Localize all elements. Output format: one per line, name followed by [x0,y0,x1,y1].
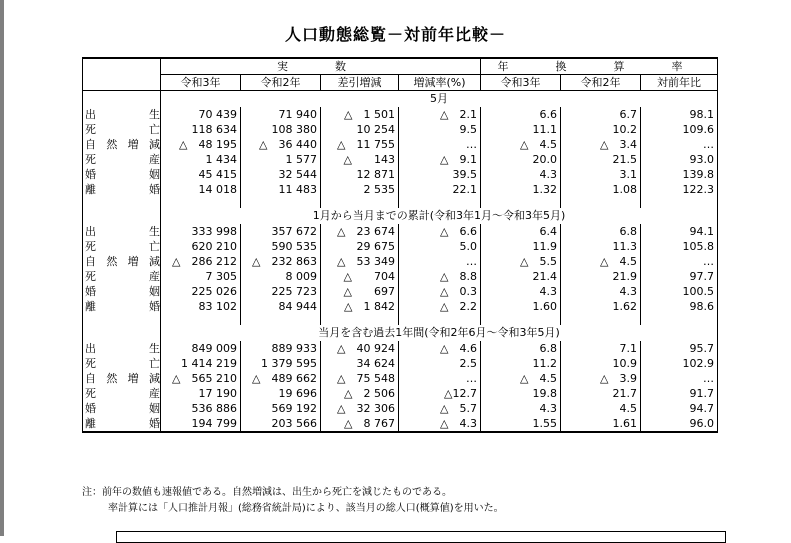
table-row [83,386,718,401]
table-cell: 21.7 [561,386,641,401]
table-cell: 6.8 [561,224,641,239]
table-cell: 19 696 [241,386,321,401]
table-cell: △ 3.4 [561,137,641,152]
spacer-cell [561,197,641,208]
row-label: 出生 [83,341,161,356]
table-cell: 118 634 [161,122,241,137]
table-row [83,254,718,269]
spacer-cell [561,314,641,325]
table-cell: △ 2 506 [321,386,399,401]
table-cell: 32 544 [241,167,321,182]
table-cell: △ 232 863 [241,254,321,269]
table-cell: 536 886 [161,401,241,416]
table-row [83,299,718,314]
row-label: 婚姻 [83,401,161,416]
table-cell: △ 489 662 [241,371,321,386]
table-cell: … [399,371,481,386]
table-cell: △ 48 195 [161,137,241,152]
table-cell: 94.1 [641,224,718,239]
table-cell: △ 2.1 [399,107,481,122]
table-cell: △ 23 674 [321,224,399,239]
col-header: 令和2年 [561,75,641,91]
row-label: 自然増減 [83,371,161,386]
col-header: 増減率(%) [399,75,481,91]
table-cell: 39.5 [399,167,481,182]
col-header: 令和3年 [161,75,241,91]
table-cell: 96.0 [641,416,718,432]
table-cell: 14 018 [161,182,241,197]
table-cell: … [641,254,718,269]
spacer-cell [399,197,481,208]
table-cell: 11.2 [481,356,561,371]
vital-statistics-table [82,57,718,433]
table-cell: 6.7 [561,107,641,122]
table-cell: 333 998 [161,224,241,239]
table-cell: △ 143 [321,152,399,167]
next-table-edge [116,531,726,543]
table-cell: △ 4.3 [399,416,481,432]
table-cell: 105.8 [641,239,718,254]
row-label: 死産 [83,386,161,401]
table-cell: 8 009 [241,269,321,284]
table-cell: △ 2.2 [399,299,481,314]
table-cell: 19.8 [481,386,561,401]
table-cell: 7 305 [161,269,241,284]
table-cell: … [641,371,718,386]
table-cell: △ 4.6 [399,341,481,356]
table-cell: 1.55 [481,416,561,432]
table-cell: △ 0.3 [399,284,481,299]
table-cell: △ 3.9 [561,371,641,386]
table-cell: 11.3 [561,239,641,254]
table-cell: 1 577 [241,152,321,167]
table-row [83,341,718,356]
table-cell: △ 40 924 [321,341,399,356]
table-cell: 6.4 [481,224,561,239]
table-cell: 22.1 [399,182,481,197]
table-cell: 590 535 [241,239,321,254]
row-label: 婚姻 [83,167,161,182]
table-row [83,371,718,386]
table-cell: 93.0 [641,152,718,167]
table-cell: 4.3 [561,284,641,299]
section-title: 1月から当月までの累計(令和3年1月～令和3年5月) [161,208,718,224]
spacer-cell [241,197,321,208]
table-cell: 6.8 [481,341,561,356]
table-row [83,122,718,137]
table-cell: 1.08 [561,182,641,197]
table-cell: 889 933 [241,341,321,356]
table-cell: △ 5.7 [399,401,481,416]
table-cell: 4.3 [481,167,561,182]
header-annual-rate: 年 換 算 率 [481,58,718,75]
table-cell: 1.60 [481,299,561,314]
page-title: 人口動態総覧－対前年比較－ [284,25,506,44]
table-cell: 1 379 595 [241,356,321,371]
table-cell: △ 36 440 [241,137,321,152]
row-label: 出生 [83,224,161,239]
footnote: 率計算には「人口推計月報」(総務省統計局)により、該当月の総人口(概算値)を用いた。 [108,503,504,514]
table-cell: 225 026 [161,284,241,299]
table-cell: 2.5 [399,356,481,371]
table-cell: 21.5 [561,152,641,167]
footnote: 注：前年の数値も速報値である。自然増減は、出生から死亡を減じたものである。 [82,487,452,498]
col-header: 令和2年 [241,75,321,91]
table-row [83,167,718,182]
table-cell: △12.7 [399,386,481,401]
section-header-row [83,208,718,224]
table-cell: 83 102 [161,299,241,314]
table-cell: 4.5 [561,401,641,416]
spacer-cell [83,314,161,325]
row-label: 死産 [83,269,161,284]
table-cell: 4.3 [481,401,561,416]
table-cell: △ 1 842 [321,299,399,314]
table-cell: △ 697 [321,284,399,299]
header-actual-numbers: 実 数 [161,58,481,75]
table-cell: 357 672 [241,224,321,239]
section-title: 5月 [161,91,718,108]
table-cell: 21.4 [481,269,561,284]
row-label: 死亡 [83,356,161,371]
row-label: 死亡 [83,239,161,254]
table-row [83,239,718,254]
spacer-cell [83,197,161,208]
table-cell: 70 439 [161,107,241,122]
table-row [83,137,718,152]
table-cell: 95.7 [641,341,718,356]
table-cell: △ 6.6 [399,224,481,239]
table-cell: △ 4.5 [561,254,641,269]
table-cell: 10.9 [561,356,641,371]
table-cell: 3.1 [561,167,641,182]
section-header-row [83,91,718,108]
table-cell: △ 53 349 [321,254,399,269]
spacer-cell [161,197,241,208]
table-cell: 620 210 [161,239,241,254]
table-cell: △ 9.1 [399,152,481,167]
table-cell: 100.5 [641,284,718,299]
table-cell: 12 871 [321,167,399,182]
table-cell: △ 565 210 [161,371,241,386]
table-cell: 9.5 [399,122,481,137]
table-row [83,182,718,197]
table-cell: 84 944 [241,299,321,314]
table-cell: … [399,254,481,269]
table-cell: 10 254 [321,122,399,137]
table-cell: △ 11 755 [321,137,399,152]
table-cell: 94.7 [641,401,718,416]
table-cell: △ 8 767 [321,416,399,432]
table-row [83,356,718,371]
table-cell: △ 4.5 [481,371,561,386]
table-cell: △ 1 501 [321,107,399,122]
table-cell: 21.9 [561,269,641,284]
section-header-row [83,325,718,341]
table-cell: 1.32 [481,182,561,197]
row-label: 死産 [83,152,161,167]
col-header: 令和3年 [481,75,561,91]
table-cell: 1.61 [561,416,641,432]
table-cell: 97.7 [641,269,718,284]
table-cell: 225 723 [241,284,321,299]
spacer-cell [641,197,718,208]
table-cell: 4.3 [481,284,561,299]
table-cell: 98.1 [641,107,718,122]
table-cell: 1.62 [561,299,641,314]
table-cell: 569 192 [241,401,321,416]
footnotes [82,485,504,517]
section-label-blank [83,325,161,341]
table-cell: △ 8.8 [399,269,481,284]
table-cell: △ 704 [321,269,399,284]
table-cell: 11 483 [241,182,321,197]
table-cell: 849 009 [161,341,241,356]
table-row [83,284,718,299]
table-row [83,107,718,122]
spacer-cell [481,197,561,208]
row-label: 出生 [83,107,161,122]
table-cell: 20.0 [481,152,561,167]
table-cell: 109.6 [641,122,718,137]
table-cell: 108 380 [241,122,321,137]
table-cell: 194 799 [161,416,241,432]
spacer-cell [641,314,718,325]
row-label: 自然増減 [83,254,161,269]
table-cell: 2 535 [321,182,399,197]
section-label-blank [83,91,161,108]
row-label: 離婚 [83,299,161,314]
table-cell: △ 5.5 [481,254,561,269]
table-cell: 1 434 [161,152,241,167]
table-cell: 29 675 [321,239,399,254]
table-cell: 45 415 [161,167,241,182]
table-cell: … [399,137,481,152]
row-label: 婚姻 [83,284,161,299]
col-header: 対前年比 [641,75,718,91]
table-cell: 5.0 [399,239,481,254]
spacer-cell [399,314,481,325]
table-row [83,401,718,416]
table-cell: 6.6 [481,107,561,122]
table-cell: 10.2 [561,122,641,137]
table-cell: 102.9 [641,356,718,371]
spacer-row [83,314,718,325]
row-label: 離婚 [83,182,161,197]
table-cell: 98.6 [641,299,718,314]
table-cell: △ 32 306 [321,401,399,416]
table-cell: 11.1 [481,122,561,137]
table-cell: 17 190 [161,386,241,401]
table-row [83,224,718,239]
spacer-row [83,197,718,208]
table-cell: 71 940 [241,107,321,122]
spacer-cell [321,314,399,325]
spacer-cell [241,314,321,325]
table-body [83,91,718,433]
table-row [83,269,718,284]
table-cell: 11.9 [481,239,561,254]
table-cell: 7.1 [561,341,641,356]
table-row [83,416,718,432]
table-cell: … [641,137,718,152]
row-label: 死亡 [83,122,161,137]
table-cell: 34 624 [321,356,399,371]
spacer-cell [481,314,561,325]
section-title: 当月を含む過去1年間(令和2年6月～令和3年5月) [161,325,718,341]
table-cell: 139.8 [641,167,718,182]
table-cell: 91.7 [641,386,718,401]
table-cell: △ 75 548 [321,371,399,386]
window-edge [0,0,4,536]
col-header: 差引増減 [321,75,399,91]
row-label: 自然増減 [83,137,161,152]
table-cell: 122.3 [641,182,718,197]
table-cell: △ 286 212 [161,254,241,269]
row-label: 離婚 [83,416,161,432]
table-cell: △ 4.5 [481,137,561,152]
spacer-cell [321,197,399,208]
spacer-cell [161,314,241,325]
section-label-blank [83,208,161,224]
table-row [83,152,718,167]
header-blank-cell [83,58,161,91]
table-cell: 203 566 [241,416,321,432]
table-cell: 1 414 219 [161,356,241,371]
